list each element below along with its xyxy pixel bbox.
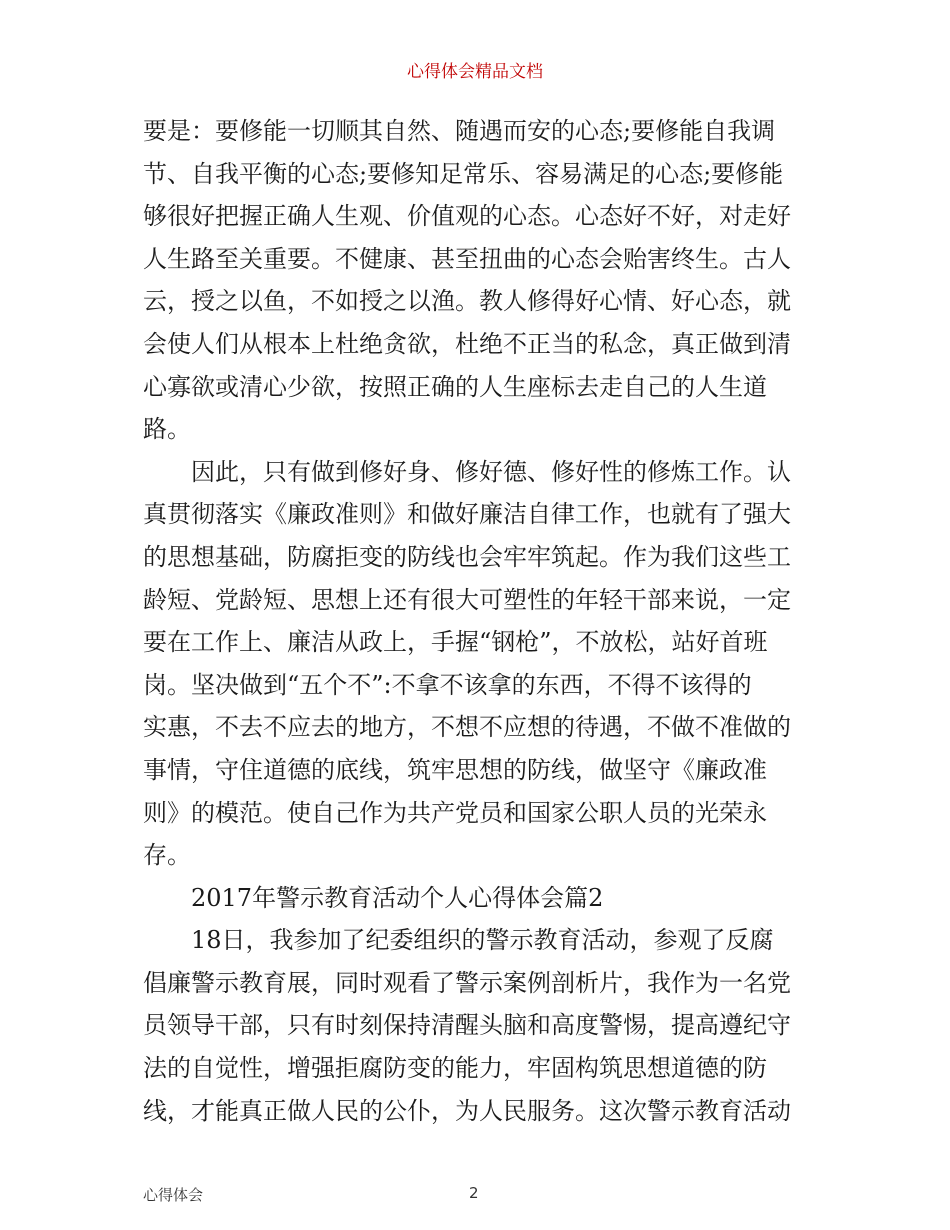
page-header-title: 心得体会精品文档 <box>407 62 543 82</box>
text-line: 节、自我平衡的心态;要修知足常乐、容易满足的心态;要修能 <box>143 159 784 188</box>
text-line: 存。 <box>143 841 191 870</box>
text-line: 路。 <box>143 415 191 444</box>
text-line: 会使人们从根本上杜绝贪欲，杜绝不正当的私念，真正做到清 <box>143 329 791 358</box>
text-line: 岗。坚决做到“五个不”:不拿不该拿的东西，不得不该得的 <box>143 670 752 699</box>
text-line: 够很好把握正确人生观、价值观的心态。心态好不好，对走好 <box>143 202 791 231</box>
text-line: 则》的模范。使自己作为共产党员和国家公职人员的光荣永 <box>143 798 767 827</box>
text-line: 的思想基础，防腐拒变的防线也会牢牢筑起。作为我们这些工 <box>143 542 791 571</box>
text-line: 倡廉警示教育展，同时观看了警示案例剖析片，我作为一名党 <box>143 968 791 997</box>
text-line: 要是：要修能一切顺其自然、随遇而安的心态;要修能自我调 <box>143 117 776 145</box>
page-number: 2 <box>469 1184 479 1202</box>
text-line: 心寡欲或清心少欲，按照正确的人生座标去走自己的人生道 <box>143 372 767 401</box>
text-line: 人生路至关重要。不健康、甚至扭曲的心态会贻害终生。古人 <box>143 244 791 273</box>
text-line: 龄短、党龄短、思想上还有很大可塑性的年轻干部来说，一定 <box>143 585 791 614</box>
text-line: 2017年警示教育活动个人心得体会篇2 <box>191 883 604 912</box>
text-line: 要在工作上、廉洁从政上，手握“钢枪”，不放松，站好首班 <box>143 628 768 657</box>
text-line: 真贯彻落实《廉政准则》和做好廉洁自律工作，也就有了强大 <box>143 500 791 529</box>
text-line: 线，才能真正做人民的公仆，为人民服务。这次警示教育活动 <box>143 1096 791 1125</box>
text-line: 事情，守住道德的底线，筑牢思想的防线，做坚守《廉政准 <box>143 755 767 784</box>
text-line: 法的自觉性，增强拒腐防变的能力，牢固构筑思想道德的防 <box>143 1054 767 1083</box>
footer-label: 心得体会 <box>143 1186 204 1204</box>
document-body <box>143 110 815 1132</box>
text-line: 18日，我参加了纪委组织的警示教育活动，参观了反腐 <box>191 926 774 955</box>
text-line: 云，授之以鱼，不如授之以渔。教人修得好心情、好心态，就 <box>143 287 791 316</box>
text-line: 因此，只有做到修好身、修好德、修好性的修炼工作。认 <box>191 457 791 486</box>
text-line: 员领导干部，只有时刻保持清醒头脑和高度警惕，提高遵纪守 <box>143 1011 791 1040</box>
text-line: 实惠，不去不应去的地方，不想不应想的待遇，不做不准做的 <box>143 713 791 742</box>
